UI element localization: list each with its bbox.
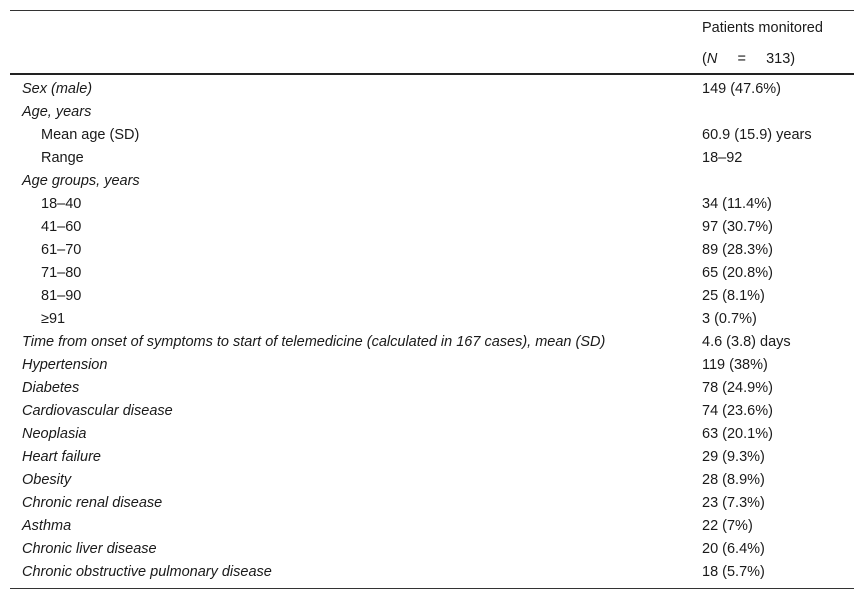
table-bottom-rule xyxy=(10,588,854,589)
row-value: 18 (5.7%) xyxy=(702,564,765,580)
n-equals: = xyxy=(737,51,746,67)
row-value: 78 (24.9%) xyxy=(702,380,773,396)
row-label: Range xyxy=(41,150,84,166)
row-value: 29 (9.3%) xyxy=(702,449,765,465)
row-label: Asthma xyxy=(22,518,72,534)
row-label: Obesity xyxy=(22,472,72,488)
table-row xyxy=(10,216,854,239)
row-label: 71–80 xyxy=(41,265,82,281)
table-row xyxy=(10,538,854,561)
table-row xyxy=(10,331,854,354)
row-label: Hypertension xyxy=(22,357,108,373)
row-label: Age, years xyxy=(22,104,92,120)
row-label: Neoplasia xyxy=(22,426,87,442)
row-value: 119 (38%) xyxy=(702,357,768,373)
row-value: 74 (23.6%) xyxy=(702,403,773,419)
table-row xyxy=(10,446,854,469)
row-value: 34 (11.4%) xyxy=(702,196,772,212)
row-label: Time from onset of symptoms to start of telemedicine (calculated in 167 cases), mean (SD) xyxy=(22,334,606,350)
row-value: 4.6 (3.8) days xyxy=(702,334,791,350)
row-value: 149 (47.6%) xyxy=(702,81,781,97)
table-body xyxy=(10,75,854,584)
table-row xyxy=(10,469,854,492)
row-label: 18–40 xyxy=(41,196,82,212)
table-row xyxy=(10,262,854,285)
row-value: 60.9 (15.9) years xyxy=(702,127,812,143)
n-symbol: N xyxy=(706,51,718,67)
row-label: Diabetes xyxy=(22,380,80,396)
table-row xyxy=(10,423,854,446)
row-value: 25 (8.1%) xyxy=(702,288,765,304)
row-label: 81–90 xyxy=(41,288,82,304)
n-open: ( xyxy=(702,51,707,67)
table-row xyxy=(10,515,854,538)
row-label: Chronic obstructive pulmonary disease xyxy=(22,564,272,580)
row-value: 89 (28.3%) xyxy=(702,242,773,258)
row-label: Chronic renal disease xyxy=(22,495,163,511)
row-label: Chronic liver disease xyxy=(22,541,157,557)
row-value: 3 (0.7%) xyxy=(702,311,757,327)
table-row xyxy=(10,561,854,584)
table-row xyxy=(10,239,854,262)
row-label: 61–70 xyxy=(41,242,82,258)
row-label: 41–60 xyxy=(41,219,82,235)
column-header-title: Patients monitored xyxy=(702,20,823,36)
table-row xyxy=(10,170,854,193)
column-header-n xyxy=(702,51,795,67)
row-label: Age groups, years xyxy=(22,173,140,189)
table-row xyxy=(10,285,854,308)
table-row xyxy=(10,101,854,124)
row-value: 23 (7.3%) xyxy=(702,495,765,511)
row-label: Mean age (SD) xyxy=(41,127,140,143)
row-label: Heart failure xyxy=(22,449,101,465)
row-value: 22 (7%) xyxy=(702,518,753,534)
row-value: 97 (30.7%) xyxy=(702,219,773,235)
table-row xyxy=(10,193,854,216)
row-label: Sex (male) xyxy=(22,81,93,97)
row-value: 65 (20.8%) xyxy=(702,265,773,281)
row-label: ≥91 xyxy=(41,311,66,327)
table-row xyxy=(10,354,854,377)
row-value: 28 (8.9%) xyxy=(702,472,765,488)
table-row xyxy=(10,492,854,515)
table-row xyxy=(10,377,854,400)
row-label: Cardiovascular disease xyxy=(22,403,173,419)
table-row xyxy=(10,308,854,331)
row-value: 20 (6.4%) xyxy=(702,541,765,557)
table-header xyxy=(10,11,854,73)
patient-characteristics-table xyxy=(10,10,854,589)
table-row xyxy=(10,400,854,423)
table-row xyxy=(10,147,854,170)
row-value: 63 (20.1%) xyxy=(702,426,773,442)
table-row xyxy=(10,124,854,147)
table-row xyxy=(10,78,854,101)
n-value: 313) xyxy=(766,51,796,67)
row-value: 18–92 xyxy=(702,150,743,166)
